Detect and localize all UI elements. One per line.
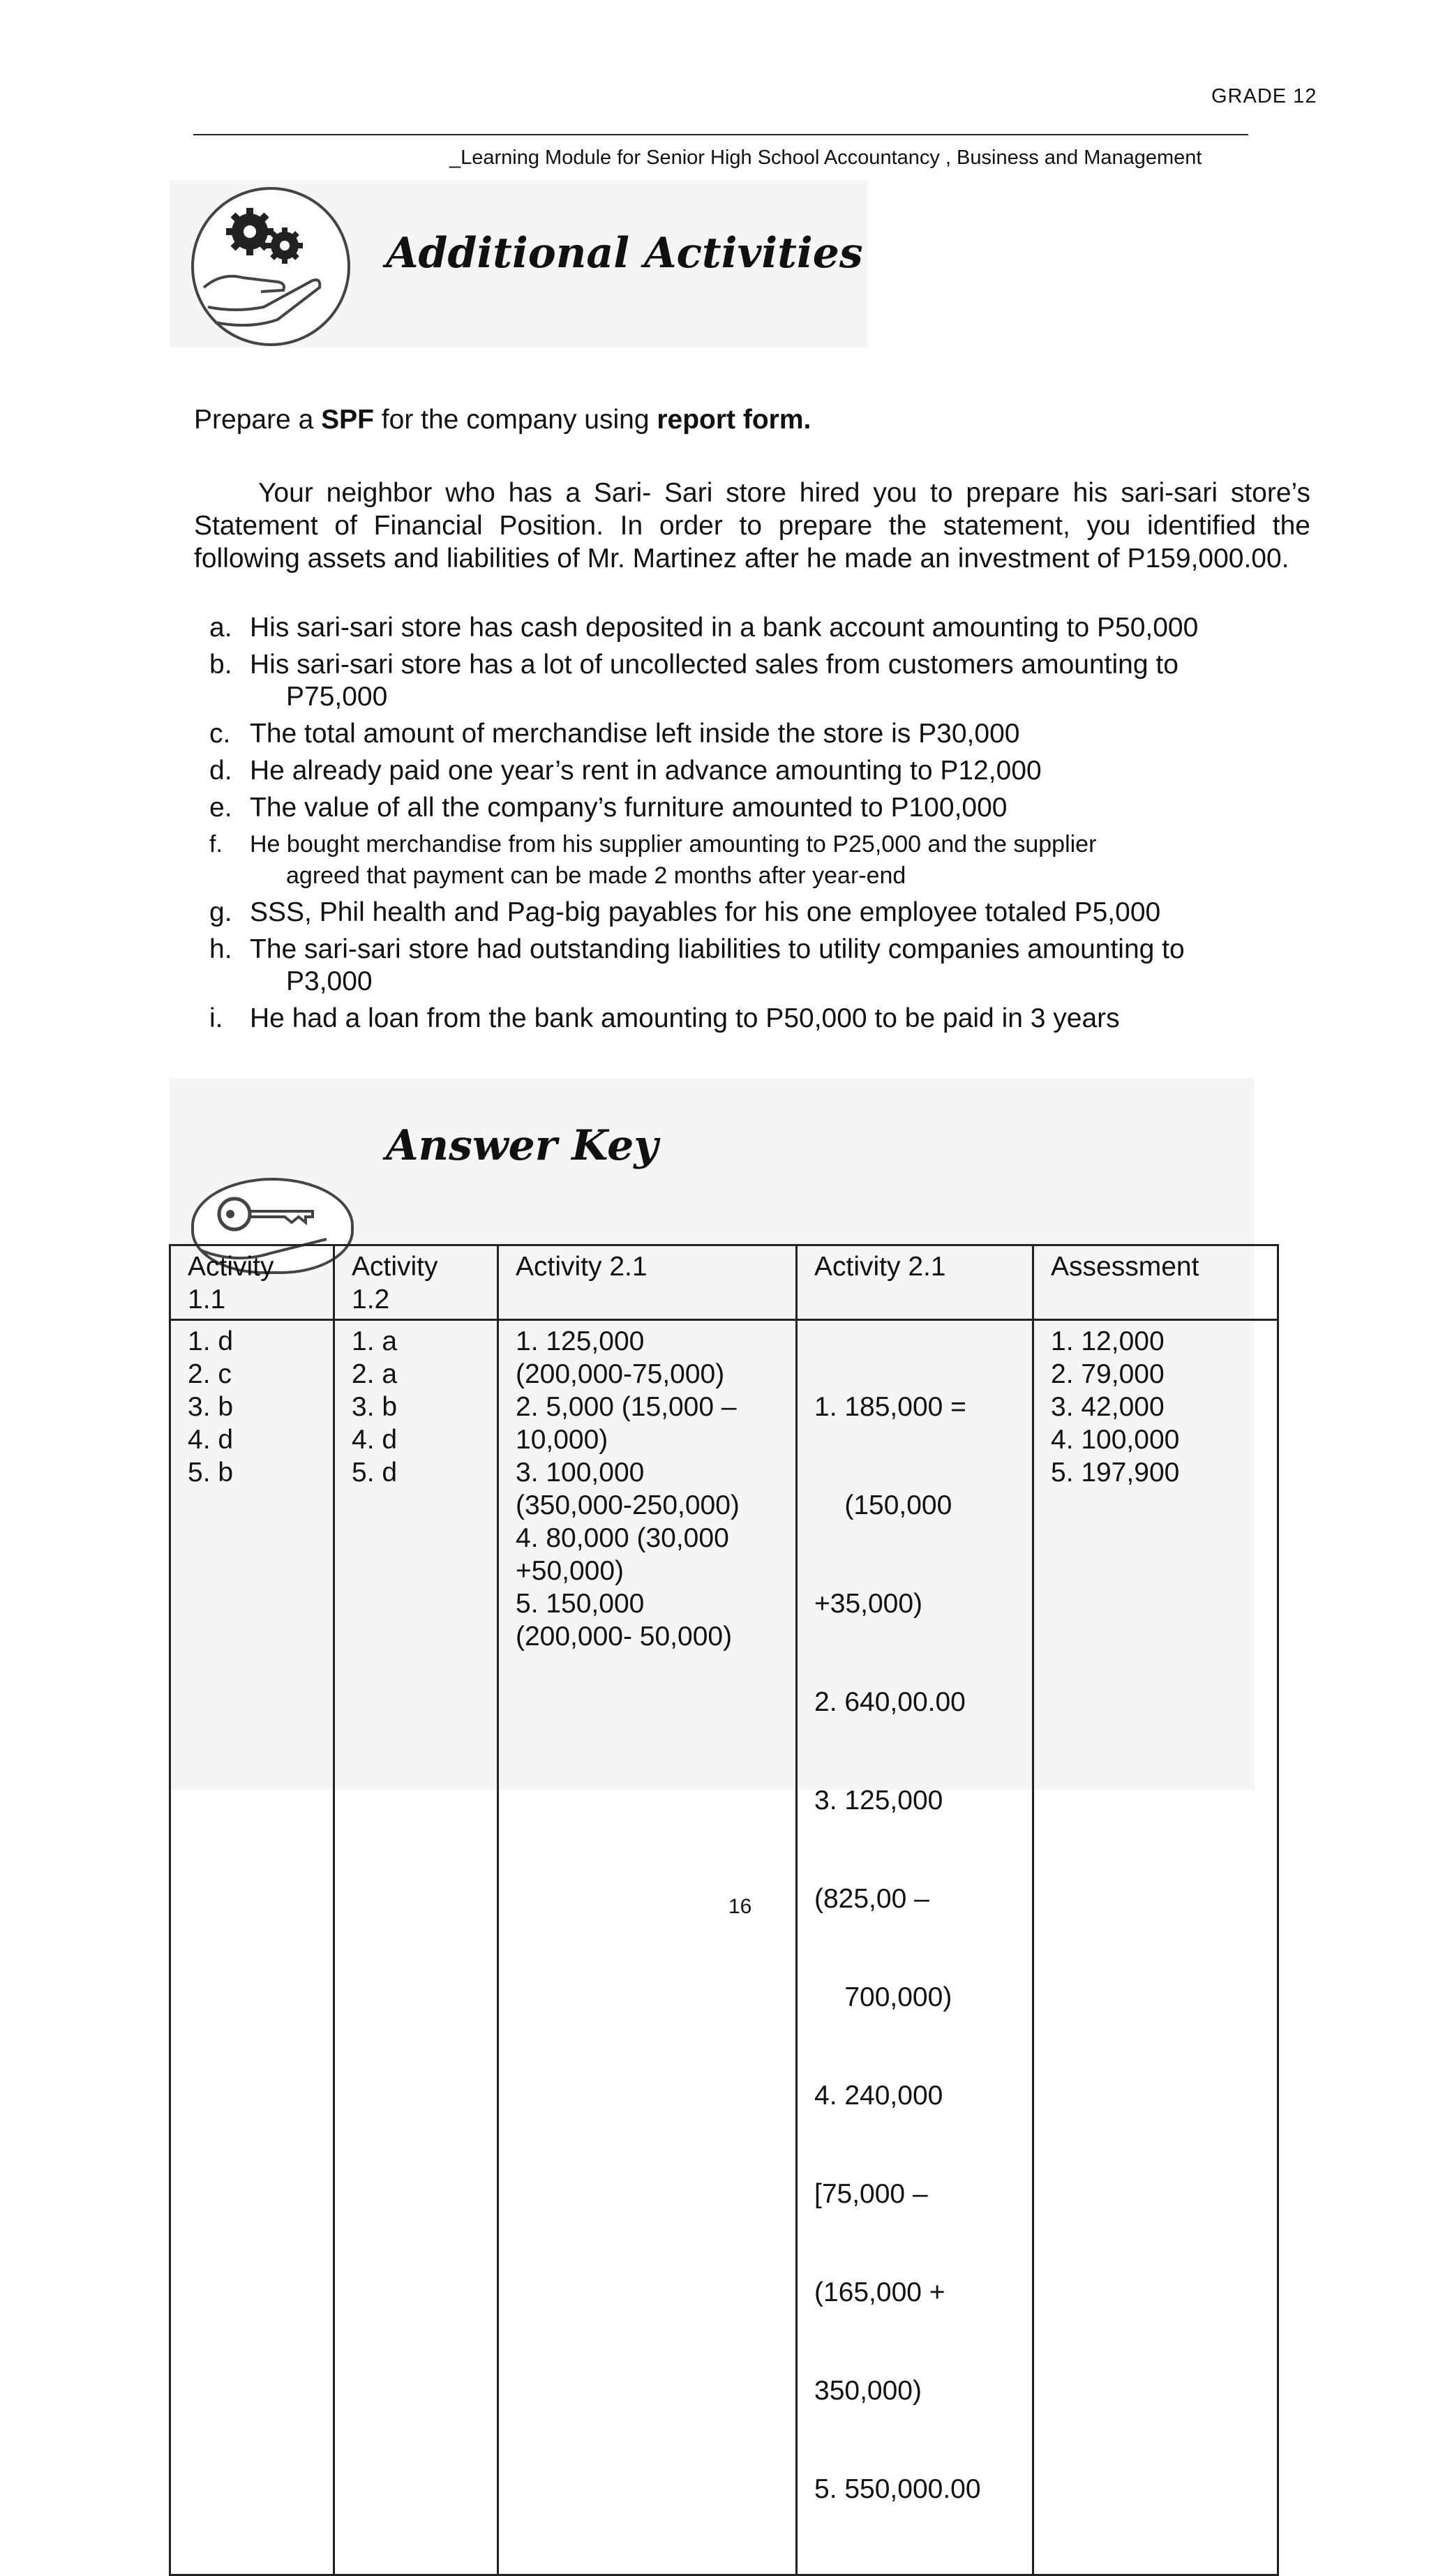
activity-1-1-answers: 1. d 2. c 3. b 4. d 5. b [170, 1320, 334, 2575]
gears-hand-icon [191, 187, 350, 346]
paragraph-text: Your neighbor who has a Sari- Sari store hired you to prepare his sari-sari store’s Statement of Financial Position. In order to prepare the statement, you identified the following assets and liabilities of Mr. Martinez after he made an investment of P159,000.00. [194, 478, 1310, 574]
instruction-bold-report-form: report form. [657, 405, 811, 435]
instruction-line [194, 403, 811, 436]
list-item: c. The total amount of merchandise left inside the store is P30,000 [209, 719, 1020, 749]
answer-key-table [169, 1244, 1279, 2576]
header-cell: Activity 2.1 [797, 1245, 1033, 1320]
grade-label: GRADE 12 [1211, 85, 1317, 107]
answer-key-title: Answer Key [386, 1121, 659, 1170]
module-title: _Learning Module for Senior High School Accountancy , Business and Management [449, 147, 1202, 169]
header-cell: Assessment [1033, 1245, 1278, 1320]
list-item: i. He had a loan from the bank amounting to P50,000 to be paid in 3 years [209, 1003, 1120, 1033]
list-item: g. SSS, Phil health and Pag-big payables for his one employee totaled P5,000 [209, 897, 1161, 927]
instruction-mid: for the company using [373, 405, 657, 435]
list-item: f. He bought merchandise from his supplier amounting to P25,000 and the supplier agreed that payment can be made 2 months after year-end [209, 831, 1097, 889]
page-number: 16 [728, 1895, 752, 1918]
activity-2-1-second-answers: 1. 185,000 = (150,000 +35,000) 2. 640,00.00 3. 125,000 (825,00 – 700,000) 4. 240,000 [75,000 – (165,000 + 350,000) 5. 550,000.00 [797, 1320, 1033, 2575]
problem-paragraph [194, 477, 1310, 575]
assessment-answers: 1. 12,000 2. 79,000 3. 42,000 4. 100,000 5. 197,900 [1033, 1320, 1278, 2575]
header-cell: Activity 1.2 [334, 1245, 498, 1320]
instruction-bold-spf: SPF [321, 405, 374, 435]
list-item: e. The value of all the company’s furniture amounted to P100,000 [209, 793, 1008, 823]
header-cell: Activity 2.1 [498, 1245, 797, 1320]
activity-2-1-answers: 1. 125,000 (200,000-75,000) 2. 5,000 (15,000 – 10,000) 3. 100,000 (350,000-250,000) 4. 80,000 (30,000 +50,000) 5. 150,000 (200,000- 50,000) [498, 1320, 797, 2575]
header-rule [193, 134, 1248, 135]
list-item: h. The sari-sari store had outstanding liabilities to utility companies amounting to P3,000 [209, 934, 1185, 996]
list-item: b. His sari-sari store has a lot of uncollected sales from customers amounting to P75,000 [209, 650, 1179, 712]
header-cell: Activity 1.1 [170, 1245, 334, 1320]
activity-1-2-answers: 1. a 2. a 3. b 4. d 5. d [334, 1320, 498, 2575]
list-item: d. He already paid one year’s rent in advance amounting to P12,000 [209, 756, 1042, 786]
instruction-pre: Prepare a [194, 405, 322, 435]
additional-activities-title: Additional Activities [386, 229, 863, 278]
items-list [209, 612, 1319, 1040]
table-header-row [170, 1245, 1278, 1320]
table-row [170, 1320, 1278, 2575]
list-item: a. His sari-sari store has cash deposited in a bank account amounting to P50,000 [209, 613, 1199, 643]
